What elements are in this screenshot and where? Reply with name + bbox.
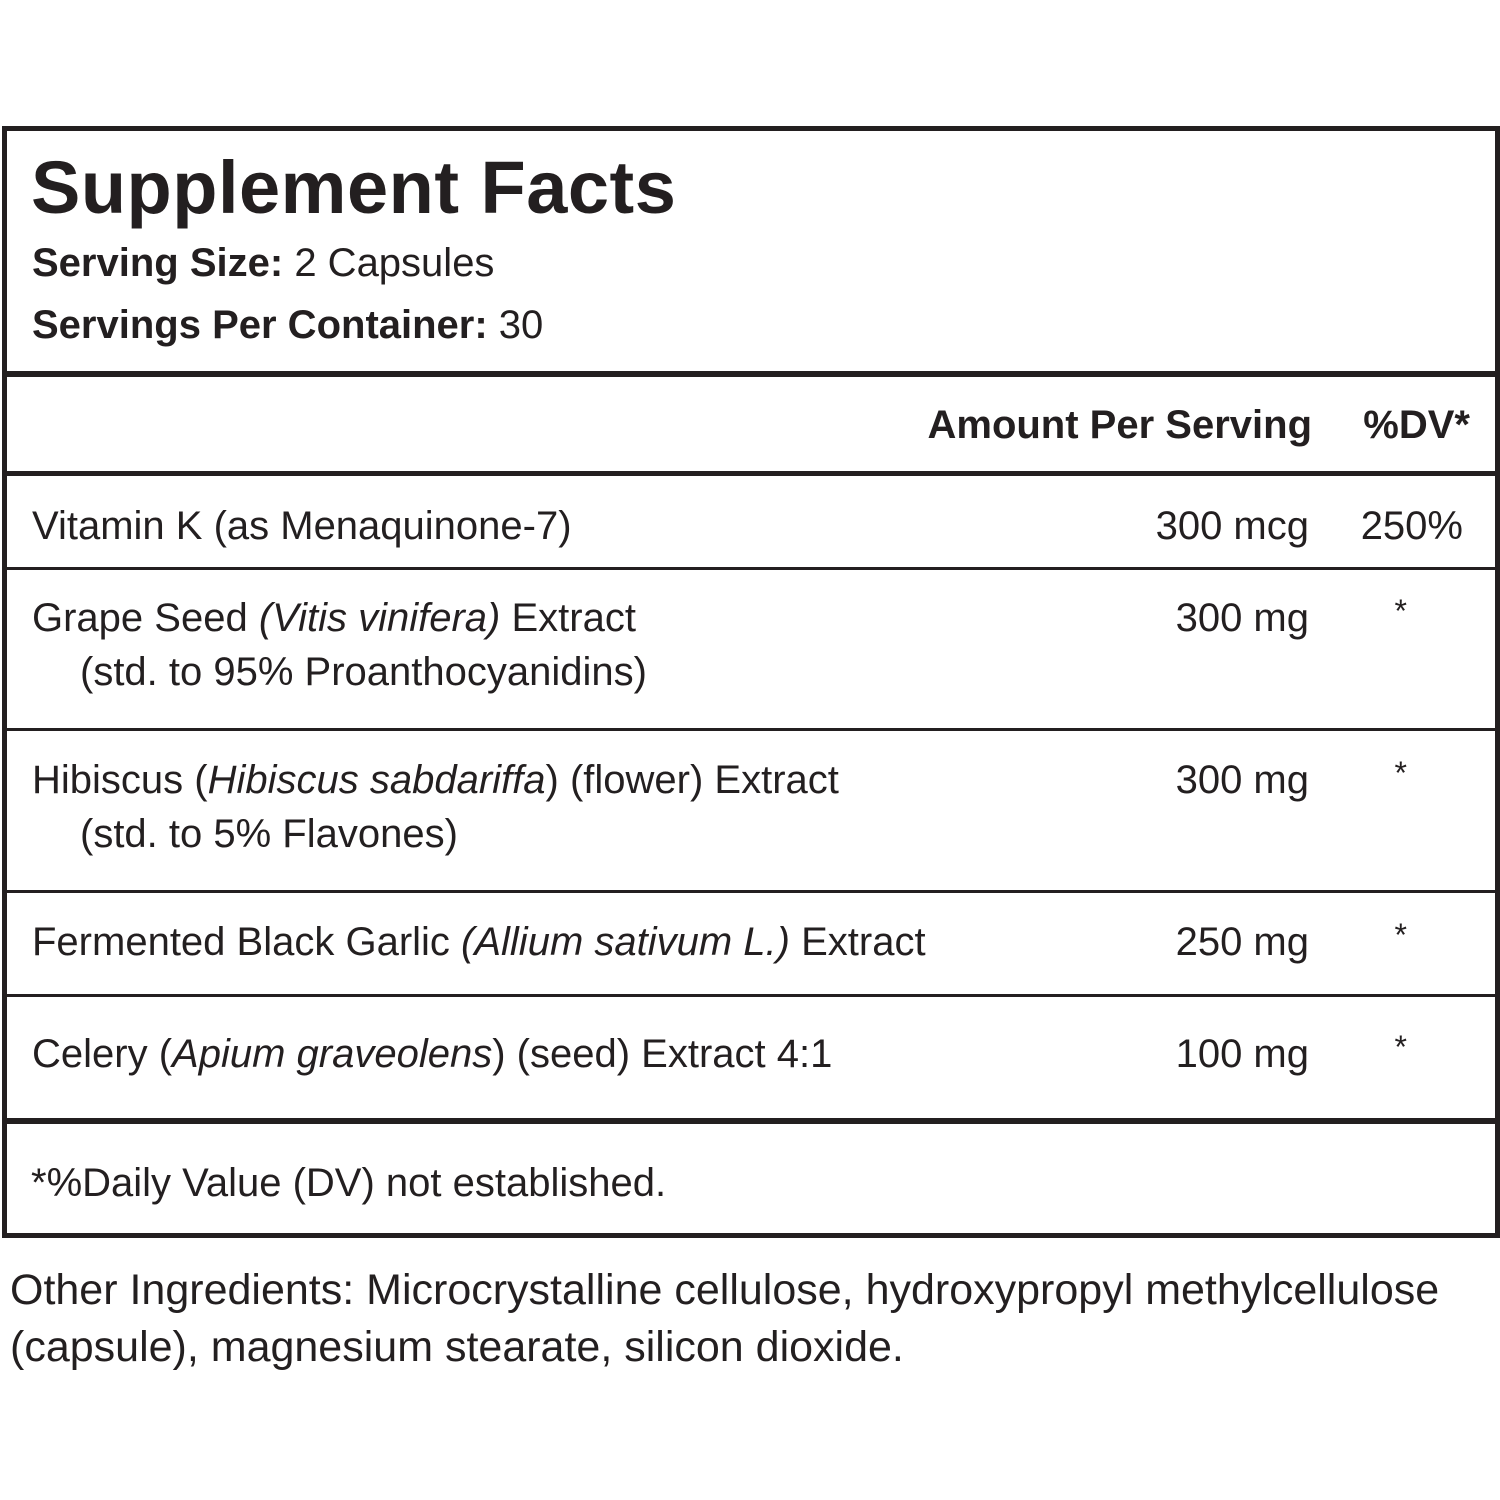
ingredient-amount: 250 mg: [1175, 920, 1309, 964]
ingredient-amount: 300 mg: [1175, 758, 1309, 802]
servings-per-container-value: 30: [487, 303, 544, 347]
ingredient-name-text: Fermented Black Garlic: [32, 920, 462, 964]
servings-per-container-label: Servings Per Container:: [32, 303, 488, 347]
ingredient-name-italic: (Vitis vinifera): [258, 596, 501, 640]
header-divider: [7, 471, 1495, 476]
panel-title: Supplement Facts: [31, 146, 677, 229]
ingredient-name: [32, 591, 636, 645]
ingredient-name-text: Hibiscus (: [32, 758, 208, 802]
row-divider: [7, 890, 1495, 893]
ingredient-dv: *: [1394, 917, 1407, 953]
serving-size-label: Serving Size:: [32, 241, 284, 285]
ingredient-name-text: Grape Seed: [32, 596, 259, 640]
ingredient-standardization: (std. to 5% Flavones): [80, 812, 458, 856]
ingredient-name: [32, 1027, 832, 1081]
dv-footnote: *%Daily Value (DV) not established.: [31, 1161, 667, 1205]
ingredient-name-text: Extract: [500, 596, 636, 640]
thick-divider: [7, 371, 1495, 377]
ingredient-dv: *: [1394, 1029, 1407, 1065]
ingredient-name-italic: (Allium sativum L.): [461, 920, 790, 964]
other-ingredients: Other Ingredients: Microcrystalline cellulose, hydroxypropyl methylcellulose (capsule), magnesium stearate, silicon dioxide.: [10, 1266, 1440, 1371]
supplement-facts-panel: [2, 126, 1500, 1238]
ingredient-name: [32, 499, 572, 553]
ingredient-amount: 300 mcg: [1155, 504, 1309, 548]
ingredient-dv: *: [1394, 593, 1407, 629]
ingredient-standardization: (std. to 95% Proanthocyanidins): [80, 650, 647, 694]
ingredient-name-italic: Hibiscus sabdariffa: [207, 758, 546, 802]
row-divider: [7, 567, 1495, 570]
row-divider: [7, 994, 1495, 997]
ingredient-dv: *: [1394, 755, 1407, 791]
ingredient-dv: 250%: [1360, 504, 1463, 548]
ingredient-name: [32, 915, 926, 969]
servings-per-container: [32, 301, 543, 349]
ingredient-name-text: Vitamin K (as Menaquinone-7): [32, 504, 572, 548]
amount-per-serving-header: Amount Per Serving: [927, 403, 1312, 447]
serving-size-value: 2 Capsules: [283, 241, 495, 285]
daily-value-header: %DV*: [1363, 403, 1470, 447]
row-divider: [7, 728, 1495, 731]
ingredient-name: [32, 753, 839, 807]
ingredient-name-text: ) (flower) Extract: [545, 758, 839, 802]
ingredient-amount: 300 mg: [1175, 596, 1309, 640]
ingredient-name-italic: Apium graveolens: [172, 1032, 493, 1076]
ingredient-name-text: ) (seed) Extract 4:1: [492, 1032, 833, 1076]
ingredient-name-text: Extract: [789, 920, 926, 964]
ingredient-amount: 100 mg: [1175, 1032, 1309, 1076]
serving-size: [32, 239, 494, 287]
ingredient-name-text: Celery (: [32, 1032, 173, 1076]
thick-divider: [7, 1118, 1495, 1124]
